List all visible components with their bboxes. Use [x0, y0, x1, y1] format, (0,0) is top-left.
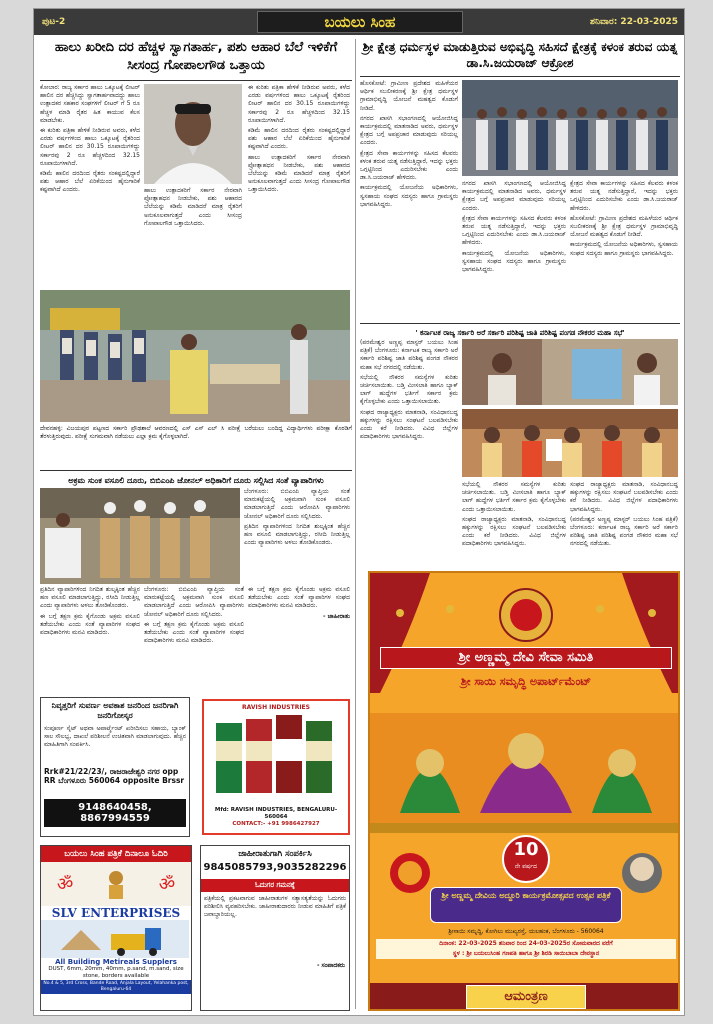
paragraph: ಕ್ಷೇತ್ರದ ಸೇವಾ ಕಾರ್ಯಗಳನ್ನು ಸಹಿಸದ ಕೆಲವರು ಕಳಂಕ ತರುವ ಯತ್ನ ನಡೆಸುತ್ತಿದ್ದಾರೆ, ಇದನ್ನು ಭಕ್ತರು ಒಗ್ಗಟ್ಟಿನಿಂದ ಎದುರಿಸಬೇಕು ಎಂದು ಡಾ.ಸಿ.ಜಯರಾಜ್ ಹೇಳಿದರು.: [360, 149, 458, 182]
paragraph: ಬೆಂಗಳೂರು: ಬಿಬಿಎಂಪಿ ವ್ಯಾಪ್ತಿಯ ಸಂತೆ ಮಾರುಕಟ್ಟೆಯಲ್ಲಿ ಅಕ್ರಮವಾಗಿ ಸುಂಕ ವಸೂಲಿ ಮಾಡಲಾಗುತ್ತಿದೆ ಎಂದು ಆರೋಪಿಸಿ ವ್ಯಾಪಾರಿಗಳು ಜೋನಲ್ ಅಧಿಕಾರಿಗೆ ದೂರು ಸಲ್ಲಿಸಿದರು.: [244, 488, 350, 520]
slv-name: SLV ENTERPRISES: [51, 906, 181, 920]
paragraph: ಸಂಘದ ರಾಜ್ಯಾಧ್ಯಕ್ಷರು ಮಾತನಾಡಿ, ಸಂವಿಧಾನಬದ್ಧ ಹಕ್ಕುಗಳನ್ನು ರಕ್ಷಿಸಲು ಸಂಘಟನೆ ಬಲಪಡಿಸಬೇಕು ಎಂದು ಕರೆ ನೀಡಿದರು. ವಿವಿಧ ಜಿಲ್ಲೆಗಳ ಪದಾಧಿಕಾರಿಗಳು ಭಾಗವಹಿಸಿದ್ದರು.: [570, 481, 678, 513]
masthead: [34, 9, 685, 35]
festival-event-title: ಶ್ರೀ ಅಣ್ಣಮ್ಮ ದೇವಿಯ ಅದ್ದೂರಿ ಕಾರ್ಯಕ್ರಮೋತ್ಸವದ ಉತ್ಸವ ಪತ್ರಿಕೆ: [430, 887, 622, 923]
deity-icon: [105, 869, 127, 899]
classified-phones: 9148640458, 8867994559: [44, 799, 186, 827]
divider: [40, 470, 352, 471]
right-headline: ಶ್ರೀ ಕ್ಷೇತ್ರ ಧರ್ಮಸ್ಥಳ ಮಾಡುತ್ತಿರುವ ಅಭಿವೃದ್ಧಿ ಸಹಿಸದೆ ಕ್ಷೇತ್ರಕ್ಕೆ ಕಳಂಕ ತರುವ ಯತ್ನ ಡಾ.ಸಿ.ಜಯರಾಜ್ ಆಕ್ರೋಶ: [362, 40, 678, 70]
page-number: ಪುಟ-2: [42, 17, 66, 27]
paragraph: ಕ್ಷೇತ್ರದ ಸೇವಾ ಕಾರ್ಯಗಳನ್ನು ಸಹಿಸದ ಕೆಲವರು ಕಳಂಕ ತರುವ ಯತ್ನ ನಡೆಸುತ್ತಿದ್ದಾರೆ, ಇದನ್ನು ಭಕ್ತರು ಒಗ್ಗಟ್ಟಿನಿಂದ ಎದುರಿಸಬೇಕು ಎಂದು ಡಾ.ಸಿ.ಜಯರಾಜ್ ಹೇಳಿದರು.: [570, 180, 678, 212]
product-images: [204, 711, 348, 807]
paragraph: ನಗರದ ಖಾಸಗಿ ಸಭಾಂಗಣದಲ್ಲಿ ಆಯೋಜಿಸಿದ್ದ ಕಾರ್ಯಕ್ರಮದಲ್ಲಿ ಮಾತನಾಡಿದ ಅವರು, ಧರ್ಮಸ್ಥಳ ಕ್ಷೇತ್ರದ ಬಗ್ಗೆ ಅಪಪ್ರಚಾರ ಮಾಡುವುದು ಸರಿಯಲ್ಲ ಎಂದರು.: [360, 114, 458, 147]
story-column: [462, 481, 566, 563]
paragraph: ಕಾರ್ಯಕ್ರಮದಲ್ಲಿ ಯೋಜನೆಯ ಅಧಿಕಾರಿಗಳು, ಸ್ವಸಹಾಯ ಸಂಘದ ಸದಸ್ಯರು ಹಾಗೂ ಗ್ರಾಮಸ್ಥರು ಭಾಗವಹಿಸಿದ್ದರು.: [360, 184, 458, 208]
right-column: [360, 39, 680, 565]
festival-ad: [368, 571, 680, 1011]
officials-photo: [40, 488, 240, 584]
ravish-mfd: Mfd: RAVISH INDUSTRIES, BENGALURU-560064: [214, 807, 338, 820]
paragraph: ಹೊಸಕೋಟೆ: ಗ್ರಾಮೀಣ ಪ್ರದೇಶದ ಮಹಿಳೆಯರ ಆರ್ಥಿಕ ಸಬಲೀಕರಣಕ್ಕೆ ಶ್ರೀ ಕ್ಷೇತ್ರ ಧರ್ಮಸ್ಥಳ ಗ್ರಾಮಾಭಿವೃದ್ಧಿ ಯೋಜನೆ ಮಹತ್ವದ ಕೊಡುಗೆ ನೀಡಿದೆ.: [570, 214, 678, 239]
paragraph: ಸಂಘದ ರಾಜ್ಯಾಧ್ಯಕ್ಷರು ಮಾತನಾಡಿ, ಸಂವಿಧಾನಬದ್ಧ ಹಕ್ಕುಗಳನ್ನು ರಕ್ಷಿಸಲು ಸಂಘಟನೆ ಬಲಪಡಿಸಬೇಕು ಎಂದು ಕರೆ ನೀಡಿದರು. ವಿವಿಧ ಜಿಲ್ಲೆಗಳ ಪದಾಧಿಕಾರಿಗಳು ಭಾಗವಹಿಸಿದ್ದರು.: [462, 515, 566, 548]
divider: [360, 323, 680, 324]
slv-truck-graphic: [41, 920, 189, 958]
event-photo-bottom: [462, 409, 678, 477]
notice-sign: - ಸಂಪಾದಕರು: [316, 962, 345, 969]
slv-ad: [40, 845, 192, 1011]
paragraph: (ಪರಮೇಶ್ವರ ಅಣ್ಣಪ್ಪ ಮಾಸ್ಟರ್ ಬಯಲು ಸಿಂಹ ಪತ್ರಿಕೆ) ಬೆಂಗಳೂರು: ಕರ್ನಾಟಕ ರಾಜ್ಯ ಸರ್ಕಾರಿ ಅರೆ ಸರ್ಕಾರಿ ಪರಿಶಿಷ್ಟ ಜಾತಿ ಪರಿಶಿಷ್ಟ ಪಂಗಡ ನೌಕರರ ಮಹಾ ಸಭೆ ನಗರದಲ್ಲಿ ನಡೆಯಿತು.: [570, 515, 678, 548]
anniversary-label: ನೇ ವರ್ಷದ: [514, 863, 538, 870]
story-column: [360, 339, 458, 563]
anniversary-number: 10: [513, 839, 539, 860]
column-divider: [355, 39, 356, 1009]
story-milk-price: [40, 84, 352, 284]
ravish-ad: [202, 699, 350, 835]
newspaper-page: [33, 8, 685, 1016]
ad-contact-phones: 9845085793,9035282296: [203, 862, 347, 873]
festival-invitation-label: ಆಮಂತ್ರಣ: [466, 985, 586, 1009]
story-column: [248, 586, 350, 680]
story-column: [248, 84, 350, 282]
story-column: [244, 488, 350, 584]
paragraph: ಕಡಿಮೆ ಹಾಲಿನ ದರದಿಂದ ರೈತರು ಸಂಕಷ್ಟದಲ್ಲಿದ್ದಾರೆ ಪಶು ಆಹಾರ ಬೆಲೆ ಏರಿಕೆಯಿಂದ ಹೈನುಗಾರಿಕೆ ಕಷ್ಟವಾಗಿದೆ ಎಂದರು.: [248, 127, 350, 151]
story-column: [570, 481, 678, 563]
anniversary-badge: [502, 835, 550, 883]
ad-contact-title: ಜಾಹೀರಾತುಗಾಗಿ ಸಂಪರ್ಕಿಸಿ: [238, 849, 312, 859]
paragraph: ಕೋಲಾರ: ರಾಜ್ಯ ಸರ್ಕಾರ ಹಾಲು ಒಕ್ಕೂಟಕ್ಕೆ ಲೀಟರ್ ಹಾಲಿನ ದರ ಹೆಚ್ಚಿಸಿದ್ದು ಸ್ವಾಗತಾರ್ಹವಾದದ್ದು ಹಾಲು ಉತ್ಪಾದಕರ ಸಹಕಾರ ಸಂಘಗಳಿಗೆ ಲೀಟರ್ ಗೆ 5 ರೂ ಹೆಚ್ಚಳ ಮಾಡಿ ರೈತರ ಹಿತ ಕಾಯುವ ಕೆಲಸ ಮಾಡಬೇಕು.: [40, 84, 140, 124]
story-column: [40, 586, 140, 680]
festival-sub: ಶ್ರೀ ಸಾಯಿ ಸಮೃದ್ಧಿ ಅಪಾರ್ಟ್‌ಮೆಂಟ್: [460, 675, 592, 688]
students-exam-photo: [40, 290, 350, 422]
om-icon: ॐ: [56, 874, 74, 895]
photo-caption: ದೇವನಹಳ್ಳಿ: ವಿಜಯಪುರ ಪಟ್ಟಣದ ಸರ್ಕಾರಿ ಪ್ರೌಢಶಾಲೆ ಆವರಣದಲ್ಲಿ ಎಸ್ ಎಸ್ ಎಲ್ ಸಿ ಪರೀಕ್ಷೆ ಬರೆಯಲು ಬಂದಿದ್ದ ವಿದ್ಯಾರ್ಥಿಗಳು ಪರೀಕ್ಷಾ ಕೊಠಡಿಗೆ ತೆರಳುತ್ತಿರುವುದು. ಪರೀಕ್ಷೆ ಸುಗಮವಾಗಿ ನಡೆಯಲು ಎಲ್ಲಾ ಕ್ರಮ ಕೈಗೊಳ್ಳಲಾಗಿದೆ.: [40, 425, 352, 440]
paragraph: ಬೆಂಗಳೂರು: ಬಿಬಿಎಂಪಿ ವ್ಯಾಪ್ತಿಯ ಸಂತೆ ಮಾರುಕಟ್ಟೆಯಲ್ಲಿ ಅಕ್ರಮವಾಗಿ ಸುಂಕ ವಸೂಲಿ ಮಾಡಲಾಗುತ್ತಿದೆ ಎಂದು ಆರೋಪಿಸಿ ವ್ಯಾಪಾರಿಗಳು ಜೋನಲ್ ಅಧಿಕಾರಿಗೆ ದೂರು ಸಲ್ಲಿಸಿದರು.: [144, 586, 244, 618]
festival-place: ಸ್ಥಳ : ಶ್ರೀ ಬಯಲುಸಿಂಹ ಗಣಪತಿ ಹಾಗೂ ಶ್ರೀ ಶಿರಡಿ ಸಾಯಿಬಾಬಾ ದೇವಸ್ಥಾನ: [452, 950, 600, 957]
paragraph: ಸಭೆಯಲ್ಲಿ ನೌಕರರ ಸಮಸ್ಯೆಗಳ ಕುರಿತು ಚರ್ಚಿಸಲಾಯಿತು. ಬಡ್ತಿ ಮೀಸಲಾತಿ ಹಾಗೂ ಬ್ಯಾಕ್ ಲಾಗ್ ಹುದ್ದೆಗಳ ಭರ್ತಿಗೆ ಸರ್ಕಾರ ಕ್ರಮ ಕೈಗೊಳ್ಳಬೇಕು ಎಂದು ಒತ್ತಾಯಿಸಲಾಯಿತು.: [360, 373, 458, 406]
paragraph: (ಪರಮೇಶ್ವರ ಅಣ್ಣಪ್ಪ ಮಾಸ್ಟರ್ ಬಯಲು ಸಿಂಹ ಪತ್ರಿಕೆ) ಬೆಂಗಳೂರು: ಕರ್ನಾಟಕ ರಾಜ್ಯ ಸರ್ಕಾರಿ ಅರೆ ಸರ್ಕಾರಿ ಪರಿಶಿಷ್ಟ ಜಾತಿ ಪರಿಶಿಷ್ಟ ಪಂಗಡ ನೌಕರರ ಮಹಾ ಸಭೆ ನಗರದಲ್ಲಿ ನಡೆಯಿತು.: [360, 339, 458, 371]
slv-header: ಬಯಲು ಸಿಂಹ ಪತ್ರಿಕೆ ದಿನಾಲೂ ಓದಿರಿ: [41, 846, 191, 862]
classified-body: ಸಂಪೂರ್ಣ ಸೈಟ್ ಅಥವಾ ಅಪಾರ್ಟ್ಮೆಂಟ್ ಖರೀದಿಸಲು ಸಹಾಯ, ಬ್ಯಾಂಕ್ ಸಾಲ ಸೌಲಭ್ಯ, ದಾಖಲೆ ಪರಿಶೀಲನೆ ಉಚಿತವಾಗಿ ಮಾಡಲಾಗುವುದು. ಹೆಚ್ಚಿನ ಮಾಹಿತಿಗಾಗಿ ಸಂಪರ್ಕಿಸಿ.: [44, 725, 186, 749]
left-headline: ಹಾಲು ಖರೀದಿ ದರ ಹೆಚ್ಚಳ ಸ್ವಾಗತಾರ್ಹ, ಪಶು ಆಹಾರ ಬೆಲೆ ಇಳಿಕೆಗೆ ಸೀಸಂದ್ರ ಗೋಪಾಲಗೌಡ ಒತ್ತಾಯ: [54, 40, 338, 73]
event-photo-top: [462, 339, 678, 405]
paragraph: ಹಾಲು ಉತ್ಪಾದಕರಿಗೆ ಸರ್ಕಾರ ನೇರವಾಗಿ ಪ್ರೋತ್ಸಾಹಧನ ನೀಡಬೇಕು, ಪಶು ಆಹಾರದ ಬೆಲೆಯನ್ನು ಕಡಿಮೆ ಮಾಡಿದರೆ ಮಾತ್ರ ರೈತರಿಗೆ ಅನುಕೂಲವಾಗುತ್ತದೆ ಎಂದು ಸೀಸಂದ್ರ ಗೋಪಾಲಗೌಡ ಒತ್ತಾಯಿಸಿದರು.: [144, 187, 242, 227]
ravish-contact: CONTACT:- +91 9986427927: [232, 821, 320, 827]
story-market-complaint: [40, 488, 352, 586]
paragraph: ಕಾರ್ಯಕ್ರಮದಲ್ಲಿ ಯೋಜನೆಯ ಅಧಿಕಾರಿಗಳು, ಸ್ವಸಹಾಯ ಸಂಘದ ಸದಸ್ಯರು ಹಾಗೂ ಗ್ರಾಮಸ್ಥರು ಭಾಗವಹಿಸಿದ್ದರು.: [570, 241, 678, 257]
portrait-photo: [144, 84, 242, 184]
festival-venue: ಶ್ರೀಸಾಯಿ ಸಮೃದ್ಧಿ, ಕೋಗಿಲು ಮುಖ್ಯರಸ್ತೆ, ಯಲಹಂಕ, ಬೆಂಗಳೂರು - 560064: [448, 928, 604, 935]
slv-tagline: All Building Metireals Supplers: [55, 958, 177, 966]
story-dharmasthala: [360, 80, 680, 320]
ad-contact-box: [200, 845, 350, 1011]
om-icon: ॐ: [158, 874, 176, 895]
story-column: [570, 180, 678, 318]
classified-ad: [40, 697, 190, 837]
paragraph: ಈ ಬಗ್ಗೆ ತಕ್ಷಣ ಕ್ರಮ ಕೈಗೊಂಡು ಅಕ್ರಮ ವಸೂಲಿ ತಡೆಯಬೇಕು ಎಂದು ಸಂತೆ ವ್ಯಾಪಾರಿಗಳ ಸಂಘದ ಪದಾಧಿಕಾರಿಗಳು ಮನವಿ ಮಾಡಿದರು.: [248, 586, 350, 610]
paragraph: ಪ್ರತಿದಿನ ವ್ಯಾಪಾರಿಗಳಿಂದ ನಿಗದಿತ ಶುಲ್ಕಕ್ಕಿಂತ ಹೆಚ್ಚಿನ ಹಣ ವಸೂಲಿ ಮಾಡಲಾಗುತ್ತಿದ್ದು, ರಸೀದಿ ನೀಡುತ್ತಿಲ್ಲ ಎಂದು ವ್ಯಾಪಾರಿಗಳು ಅಳಲು ತೋಡಿಕೊಂಡರು.: [40, 586, 140, 610]
divider: [360, 76, 680, 77]
issue-date: ಶನಿವಾರ: 22-03-2025: [590, 17, 678, 27]
story-column: [144, 586, 244, 680]
signoff: - ಜಾಹೀರಾತು: [323, 612, 350, 620]
newspaper-title: ಬಯಲು ಸಿಂಹ: [257, 11, 463, 33]
paragraph: ಸಭೆಯಲ್ಲಿ ನೌಕರರ ಸಮಸ್ಯೆಗಳ ಕುರಿತು ಚರ್ಚಿಸಲಾಯಿತು. ಬಡ್ತಿ ಮೀಸಲಾತಿ ಹಾಗೂ ಬ್ಯಾಕ್ ಲಾಗ್ ಹುದ್ದೆಗಳ ಭರ್ತಿಗೆ ಸರ್ಕಾರ ಕ್ರಮ ಕೈಗೊಳ್ಳಬೇಕು ಎಂದು ಒತ್ತಾಯಿಸಲಾಯಿತು.: [462, 481, 566, 513]
section-headline: ' ಕರ್ನಾಟಕ ರಾಜ್ಯ ಸರ್ಕಾರಿ ಅರೆ ಸರ್ಕಾರಿ ಪರಿಶಿಷ್ಟ ಜಾತಿ ಪರಿಶಿಷ್ಟ ಪಂಗಡ ನೌಕರರ ಮಹಾ ಸಭೆ': [415, 329, 625, 337]
paragraph: ಹಾಲು ಉತ್ಪಾದಕರಿಗೆ ಸರ್ಕಾರ ನೇರವಾಗಿ ಪ್ರೋತ್ಸಾಹಧನ ನೀಡಬೇಕು, ಪಶು ಆಹಾರದ ಬೆಲೆಯನ್ನು ಕಡಿಮೆ ಮಾಡಿದರೆ ಮಾತ್ರ ರೈತರಿಗೆ ಅನುಕೂಲವಾಗುತ್ತದೆ ಎಂದು ಸೀಸಂದ್ರ ಗೋಪಾಲಗೌಡ ಒತ್ತಾಯಿಸಿದರು.: [248, 153, 350, 194]
paragraph: ಸಂಘದ ರಾಜ್ಯಾಧ್ಯಕ್ಷರು ಮಾತನಾಡಿ, ಸಂವಿಧಾನಬದ್ಧ ಹಕ್ಕುಗಳನ್ನು ರಕ್ಷಿಸಲು ಸಂಘಟನೆ ಬಲಪಡಿಸಬೇಕು ಎಂದು ಕರೆ ನೀಡಿದರು. ವಿವಿಧ ಜಿಲ್ಲೆಗಳ ಪದಾಧಿಕಾರಿಗಳು ಭಾಗವಹಿಸಿದ್ದರು.: [360, 408, 458, 441]
story-column: [360, 80, 458, 318]
slv-detail: DUST, 6mm, 20mm, 40mm, p.sand, m.sand, size stone, borders available: [48, 966, 184, 979]
notice-title: ಓದುಗರ ಗಮನಕ್ಕೆ: [201, 879, 349, 892]
section-headline: ಅಕ್ರಮ ಸುಂಕ ವಸೂಲಿ ದೂರು, ಬಿಬಿಎಂಪಿ ಜೋನಲ್ ಅಧಿಕಾರಿಗೆ ದೂರು ಸಲ್ಲಿಸಿದ ಸಂತೆ ವ್ಯಾಪಾರಿಗಳು: [68, 476, 324, 485]
story-column: [40, 84, 140, 282]
story-column: [144, 187, 242, 282]
story-market-complaint-cont: [40, 586, 352, 682]
paragraph: ನಗರದ ಖಾಸಗಿ ಸಭಾಂಗಣದಲ್ಲಿ ಆಯೋಜಿಸಿದ್ದ ಕಾರ್ಯಕ್ರಮದಲ್ಲಿ ಮಾತನಾಡಿದ ಅವರು, ಧರ್ಮಸ್ಥಳ ಕ್ಷೇತ್ರದ ಬಗ್ಗೆ ಅಪಪ್ರಚಾರ ಮಾಡುವುದು ಸರಿಯಲ್ಲ ಎಂದರು.: [462, 180, 566, 212]
paragraph: ಕಾರ್ಯಕ್ರಮದಲ್ಲಿ ಯೋಜನೆಯ ಅಧಿಕಾರಿಗಳು, ಸ್ವಸಹಾಯ ಸಂಘದ ಸದಸ್ಯರು ಹಾಗೂ ಗ್ರಾಮಸ್ಥರು ಭಾಗವಹಿಸಿದ್ದರು.: [462, 249, 566, 274]
slv-address: No.4 & 5, 3rd Cross, Bande Road, Anjala Layout, Yelahanka post, Bengaluru-64: [41, 980, 191, 994]
paragraph: ಈ ಬಗ್ಗೆ ತಕ್ಷಣ ಕ್ರಮ ಕೈಗೊಂಡು ಅಕ್ರಮ ವಸೂಲಿ ತಡೆಯಬೇಕು ಎಂದು ಸಂತೆ ವ್ಯಾಪಾರಿಗಳ ಸಂಘದ ಪದಾಧಿಕಾರಿಗಳು ಮನವಿ ಮಾಡಿದರು.: [144, 620, 244, 645]
story-column: [462, 180, 566, 318]
festival-dates: [376, 939, 676, 959]
story-sc-st-employees: [360, 339, 680, 565]
paragraph: ಕಡಿಮೆ ಹಾಲಿನ ದರದಿಂದ ರೈತರು ಸಂಕಷ್ಟದಲ್ಲಿದ್ದಾರೆ ಪಶು ಆಹಾರ ಬೆಲೆ ಏರಿಕೆಯಿಂದ ಹೈನುಗಾರಿಕೆ ಕಷ್ಟವಾಗಿದೆ ಎಂದರು.: [40, 170, 140, 194]
paragraph: ಈ ಕುರಿತು ಪತ್ರಿಕಾ ಹೇಳಿಕೆ ನೀಡಿರುವ ಅವರು, ಕಳೆದ ಎರಡು ವರ್ಷಗಳಿಂದ ಹಾಲು ಒಕ್ಕೂಟಕ್ಕೆ ರೈತರಿಂದ ಲೀಟರ್ ಹಾಲಿನ ದರ 30.15 ರೂಪಾಯಿಗಳಿದ್ದು ಸರ್ಕಾರವು 2 ರೂ ಹೆಚ್ಚಳದಿಂದ 32.15 ರೂಪಾಯಿಗಳಾಗಿದೆ.: [248, 84, 350, 124]
slv-logos: [41, 862, 191, 906]
paragraph: ಪ್ರತಿದಿನ ವ್ಯಾಪಾರಿಗಳಿಂದ ನಿಗದಿತ ಶುಲ್ಕಕ್ಕಿಂತ ಹೆಚ್ಚಿನ ಹಣ ವಸೂಲಿ ಮಾಡಲಾಗುತ್ತಿದ್ದು, ರಸೀದಿ ನೀಡುತ್ತಿಲ್ಲ ಎಂದು ವ್ಯಾಪಾರಿಗಳು ಅಳಲು ತೋಡಿಕೊಂಡರು.: [244, 522, 350, 547]
group-photo: [462, 80, 678, 176]
paragraph: ಹೊಸಕೋಟೆ: ಗ್ರಾಮೀಣ ಪ್ರದೇಶದ ಮಹಿಳೆಯರ ಆರ್ಥಿಕ ಸಬಲೀಕರಣಕ್ಕೆ ಶ್ರೀ ಕ್ಷೇತ್ರ ಧರ್ಮಸ್ಥಳ ಗ್ರಾಮಾಭಿವೃದ್ಧಿ ಯೋಜನೆ ಮಹತ್ವದ ಕೊಡುಗೆ ನೀಡಿದೆ.: [360, 80, 458, 112]
paragraph: ಈ ಬಗ್ಗೆ ತಕ್ಷಣ ಕ್ರಮ ಕೈಗೊಂಡು ಅಕ್ರಮ ವಸೂಲಿ ತಡೆಯಬೇಕು ಎಂದು ಸಂತೆ ವ್ಯಾಪಾರಿಗಳ ಸಂಘದ ಪದಾಧಿಕಾರಿಗಳು ಮನವಿ ಮಾಡಿದರು.: [40, 612, 140, 637]
ravish-brand: RAVISH INDUSTRIES: [242, 704, 310, 711]
classified-title: ನಿವೃತ್ತರಿಗೆ ಸುವರ್ಣ ಅವಕಾಶ ಜನರಿಂದ ಜನರಿಗಾಗಿ ಜನರಿಗೋಸ್ಕರ: [51, 701, 179, 720]
festival-date-range: ದಿನಾಂಕ: 22-03-2025 ಶನಿವಾರ ರಿಂದ 24-03-2025ರ ಸೋಮವಾರದ ವರೆಗೆ: [439, 940, 613, 947]
festival-org: ಶ್ರೀ ಅಣ್ಣಮ್ಮ ದೇವಿ ಸೇವಾ ಸಮಿತಿ: [380, 647, 672, 669]
paragraph: ಈ ಕುರಿತು ಪತ್ರಿಕಾ ಹೇಳಿಕೆ ನೀಡಿರುವ ಅವರು, ಕಳೆದ ಎರಡು ವರ್ಷಗಳಿಂದ ಹಾಲು ಒಕ್ಕೂಟಕ್ಕೆ ರೈತರಿಂದ ಲೀಟರ್ ಹಾಲಿನ ದರ 30.15 ರೂಪಾಯಿಗಳಿದ್ದು ಸರ್ಕಾರವು 2 ರೂ ಹೆಚ್ಚಳದಿಂದ 32.15 ರೂಪಾಯಿಗಳಾಗಿದೆ.: [40, 127, 140, 167]
classified-address: Rrk#21/22/23/, ರಾಜರಾಜೇಶ್ವರಿ ನಗರ opp RR ಬೆಂಗಳೂರು 560064 opposite Brssr: [44, 767, 185, 785]
notice-body: ಪತ್ರಿಕೆಯಲ್ಲಿ ಪ್ರಕಟವಾಗುವ ಜಾಹೀರಾತುಗಳ ಸತ್ಯಾಸತ್ಯತೆಯನ್ನು ಓದುಗರು ಪರಿಶೀಲಿಸಿ ವ್ಯವಹರಿಸಬೇಕು. ಜಾಹೀರಾತುದಾರರು ನೀಡುವ ಮಾಹಿತಿಗೆ ಪತ್ರಿಕೆ ಜವಾಬ್ದಾರಿಯಲ್ಲ.: [204, 895, 346, 919]
divider: [40, 80, 352, 81]
left-column: [40, 39, 352, 682]
paragraph: ಕ್ಷೇತ್ರದ ಸೇವಾ ಕಾರ್ಯಗಳನ್ನು ಸಹಿಸದ ಕೆಲವರು ಕಳಂಕ ತರುವ ಯತ್ನ ನಡೆಸುತ್ತಿದ್ದಾರೆ, ಇದನ್ನು ಭಕ್ತರು ಒಗ್ಗಟ್ಟಿನಿಂದ ಎದುರಿಸಬೇಕು ಎಂದು ಡಾ.ಸಿ.ಜಯರಾಜ್ ಹೇಳಿದರು.: [462, 214, 566, 247]
